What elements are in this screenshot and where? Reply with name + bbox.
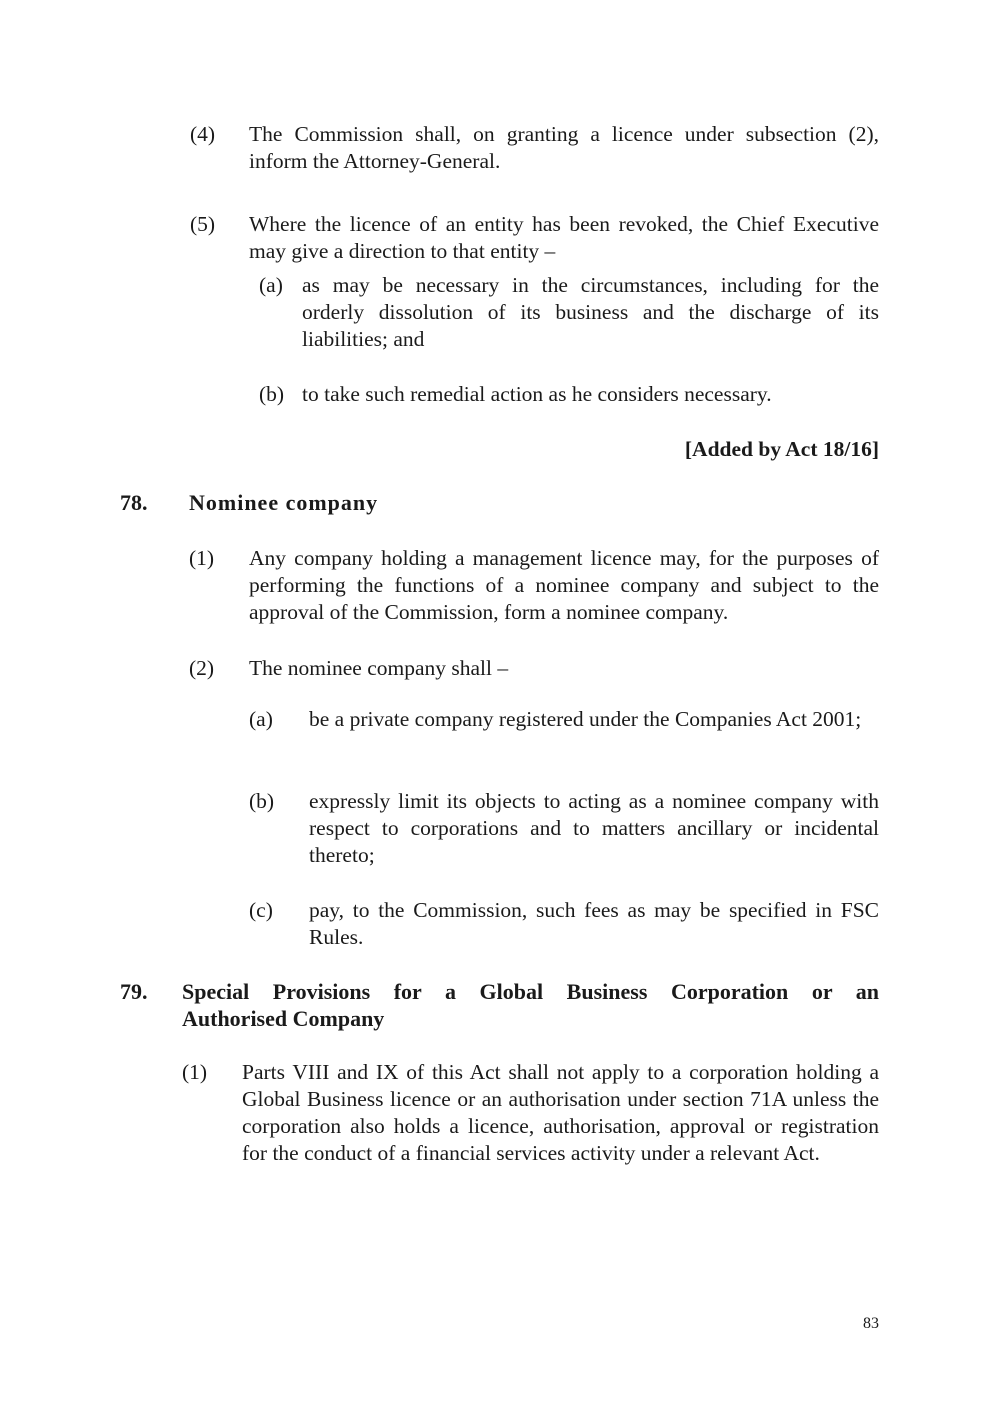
page-number: 83 <box>863 1315 879 1332</box>
subsection-number: (1) <box>189 546 215 570</box>
amendment-note: [Added by Act 18/16] <box>684 437 879 461</box>
subsection-number: (2) <box>189 656 215 680</box>
paragraph-letter: (a) <box>259 273 283 297</box>
paragraph-text: expressly limit its objects to acting as a nominee company with respect to corporations and to matters ancillary or incidental thereto; <box>309 789 879 867</box>
section-number: 78. <box>120 490 148 515</box>
section-title-continued: Authorised Company <box>182 1006 385 1031</box>
subsection-text: The Commission shall, on granting a licence under subsection (2), inform the Attorney-General. <box>249 122 879 173</box>
paragraph-letter: (b) <box>249 789 275 813</box>
paragraph-text: to take such remedial action as he considers necessary. <box>302 382 772 406</box>
paragraph-letter: (c) <box>249 898 273 922</box>
subsection-number: (4) <box>190 122 216 146</box>
section-title: Special Provisions for a Global Business Corporation or an <box>182 979 879 1004</box>
subsection-text: Any company holding a management licence may, for the purposes of performing the functions of a nominee company and subject to the approval of the Commission, form a nominee company. <box>249 546 879 624</box>
subsection-text: Parts VIII and IX of this Act shall not apply to a corporation holding a Global Business licence or an authorisation under section 71A unless the corporation also holds a licence, authorisation, approval or registration for the conduct of a financial services activity under a relevant Act. <box>242 1060 879 1165</box>
subsection-text: Where the licence of an entity has been revoked, the Chief Executive may give a direction to that entity – <box>249 212 879 263</box>
section-number: 79. <box>120 979 148 1004</box>
paragraph-text: as may be necessary in the circumstances, including for the orderly dissolution of its business and the discharge of its liabilities; and <box>302 273 879 351</box>
paragraph-text: pay, to the Commission, such fees as may be specified in FSC Rules. <box>309 898 879 949</box>
section-title: Nominee company <box>189 490 379 515</box>
paragraph-letter: (b) <box>259 382 285 406</box>
subsection-number: (5) <box>190 212 216 236</box>
paragraph-letter: (a) <box>249 707 273 731</box>
subsection-text: The nominee company shall – <box>249 656 509 680</box>
paragraph-text: be a private company registered under the Companies Act 2001; <box>309 707 862 731</box>
subsection-number: (1) <box>182 1060 208 1084</box>
